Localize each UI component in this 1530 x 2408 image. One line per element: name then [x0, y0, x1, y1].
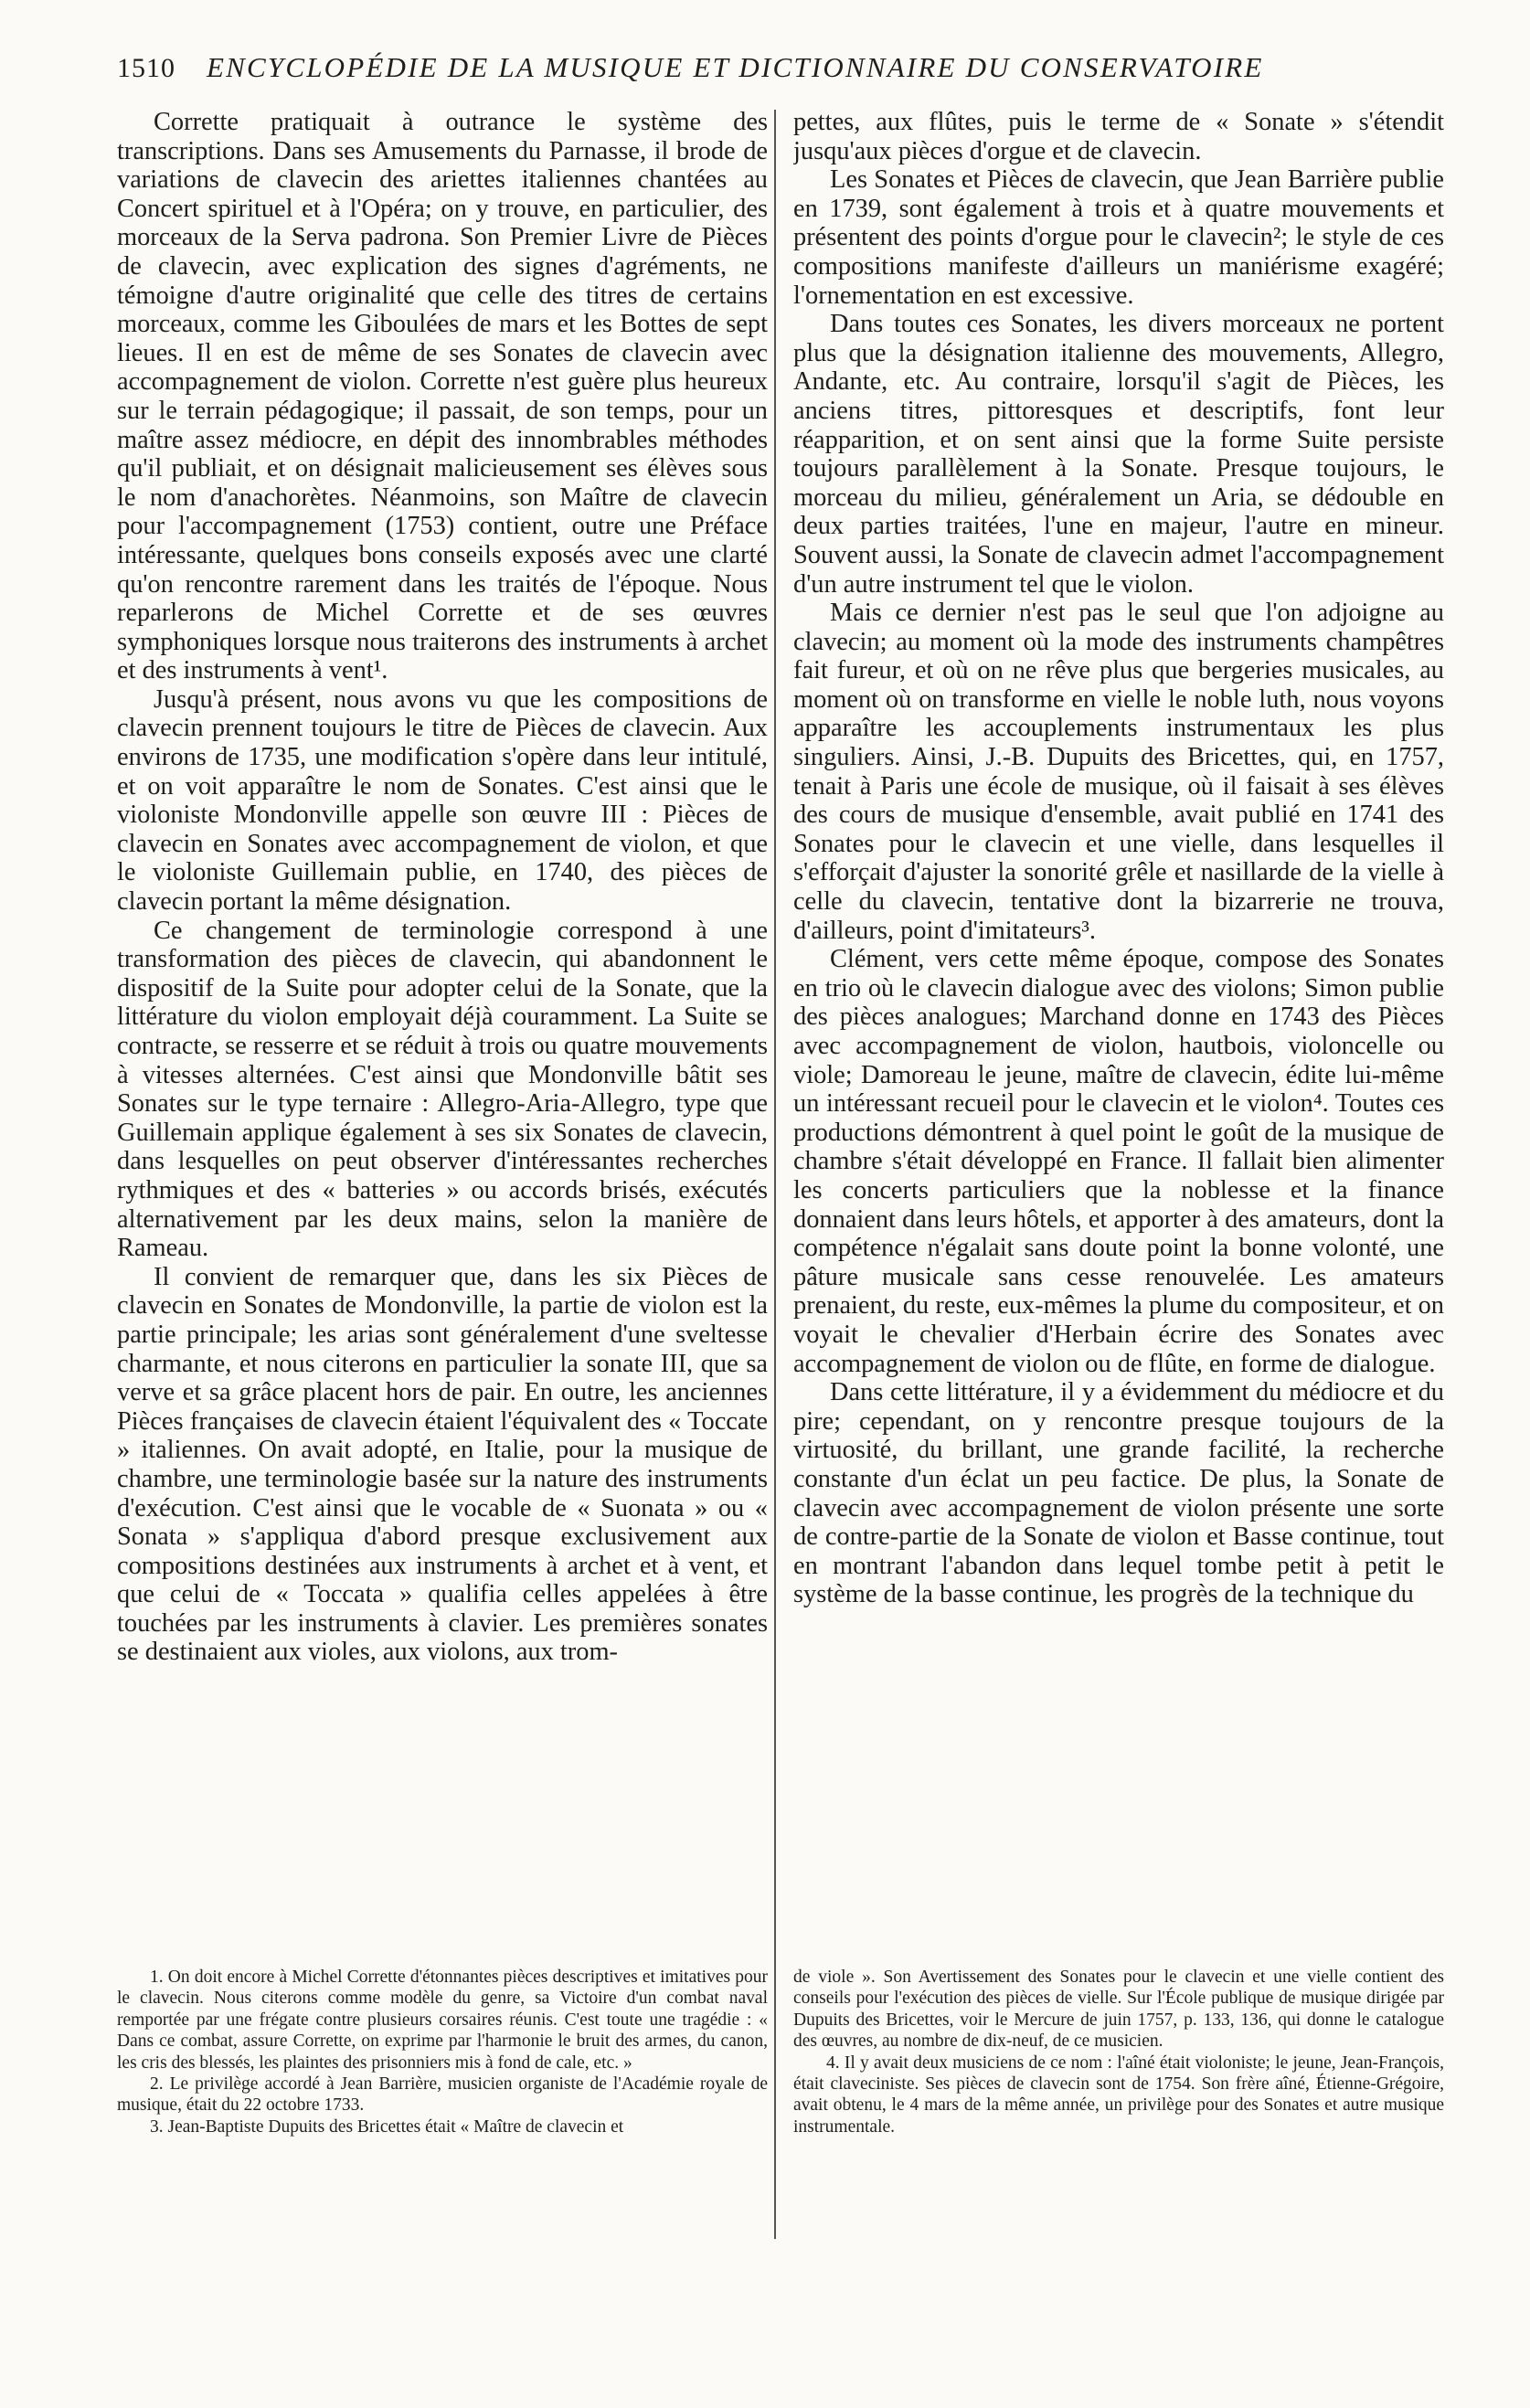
paragraph: Clément, vers cette même époque, compose des Sonates en trio où le clavecin dialogue avec des violons; Simon publie des pièces analogues; Marchand donne en 1743 des Pièces avec accompagnement de violon, hautbois, violoncelle ou viole; Damoreau le jeune, maître de clavecin, édite lui-même un intéressant recueil pour le clavecin et le violon⁴. Toutes ces productions démontrent à quel point le goût de la musique de chambre s'était développé en France. Il fallait bien alimenter les concerts particuliers que la noblesse et la finance donnaient dans leurs hôtels, et apporter à des amateurs, dont la compétence n'égalait sans doute point la bonne volonté, une pâture musicale sans cesse renouvelée. Les amateurs prenaient, du reste, eux-mêmes la plume du compositeur, et on voyait le chevalier d'Herbain écrire des Sonates avec accompagnement de violon ou de flûte, en forme de dialogue.: [793, 945, 1444, 1378]
left-column: [117, 108, 768, 2109]
right-column: [793, 108, 1444, 2109]
paragraph: Il convient de remarquer que, dans les six Pièces de clavecin en Sonates de Mondonville, la partie de violon est la partie principale; les arias sont généralement d'une sveltesse charmante, et nous citerons en particulier la sonate III, que sa verve et sa grâce placent hors de pair. En outre, les anciennes Pièces françaises de clavecin étaient l'équivalent des « Toccate » italiennes. On avait adopté, en Italie, pour la musique de chambre, une terminologie basée sur la nature des instruments d'exécution. C'est ainsi que le vocable de « Suonata » ou « Sonata » s'appliqua d'abord presque exclusivement aux compositions destinées aux instruments à archet et à vent, et que celui de « Toccata » qualifia celles appelées à être touchées par les instruments à clavier. Les premières sonates se destinaient aux violes, aux violons, aux trom-: [117, 1262, 768, 1667]
footnotes-left: [117, 1967, 768, 2268]
column-divider: [774, 110, 776, 2239]
page-number: 1510: [117, 53, 175, 83]
page-header: [117, 51, 1406, 106]
paragraph: pettes, aux flûtes, puis le terme de « Sonate » s'étendit jusqu'aux pièces d'orgue et de clavecin.: [793, 108, 1444, 165]
footnote: 3. Jean-Baptiste Dupuits des Bricettes était « Maître de clavecin et: [150, 2116, 624, 2137]
paragraph: Les Sonates et Pièces de clavecin, que Jean Barrière publie en 1739, sont également à trois et à quatre mouvements et présentent des points d'orgue pour le clavecin²; le style de ces compositions manifeste d'ailleurs un maniérisme exagéré; l'ornementation en est excessive.: [793, 165, 1444, 310]
footnote: 4. Il y avait deux musiciens de ce nom : l'aîné était violoniste; le jeune, Jean-François, était claveciniste. Ses pièces de clavecin sont de 1754. Son frère aîné, Étienne-Grégoire, avait obtenu, le 4 mars de la même année, un privilège pour des Sonates et autre musique instrumentale.: [793, 2053, 1444, 2137]
footnote: 1. On doit encore à Michel Corrette d'étonnantes pièces descriptives et imitatives pour le clavecin. Nous citerons comme modèle du genre, sa Victoire d'un combat naval remportée par une frégate contre plusieurs corsaires réunis. C'est toute une tragédie : « Dans ce combat, assure Corrette, on exprime par l'harmonie le bruit des armes, du canon, les cris des blessés, les plaintes des prisonniers mis à fond de cale, etc. »: [117, 1968, 768, 2073]
paragraph: Ce changement de terminologie correspond à une transformation des pièces de clavecin, qui abandonnent le dispositif de la Suite pour adopter celui de la Sonate, que la littérature du violon employait déjà couramment. La Suite se contracte, se resserre et se réduit à trois ou quatre mouvements à vitesses alternées. C'est ainsi que Mondonville bâtit ses Sonates sur le type ternaire : Allegro-Aria-Allegro, type que Guillemain applique également à ses six Sonates de clavecin, dans lesquelles on peut observer d'intéressantes recherches rythmiques et des « batteries » ou accords brisés, exécutés alternativement par les deux mains, selon la manière de Rameau.: [117, 916, 768, 1263]
paragraph: Dans toutes ces Sonates, les divers morceaux ne portent plus que la désignation italienne des mouvements, Allegro, Andante, etc. Au contraire, lorsqu'il s'agit de Pièces, les anciens titres, pittoresques et descriptifs, font leur réapparition, et on sent ainsi que la forme Suite persiste toujours parallèlement à la Sonate. Presque toujours, le morceau du milieu, généralement un Aria, se dédouble en deux parties traitées, l'une en majeur, l'autre en mineur. Souvent aussi, la Sonate de clavecin admet l'accompagnement d'un autre instrument tel que le violon.: [793, 310, 1444, 599]
paragraph: Jusqu'à présent, nous avons vu que les compositions de clavecin prennent toujours le titre de Pièces de clavecin. Aux environs de 1735, une modification s'opère dans leur intitulé, et on voit apparaître le nom de Sonates. C'est ainsi que le violoniste Mondonville appelle son œuvre III : Pièces de clavecin en Sonates avec accompagnement de violon, et que le violoniste Guillemain publie, en 1740, des pièces de clavecin portant la même désignation.: [117, 684, 768, 917]
running-title: ENCYCLOPÉDIE DE LA MUSIQUE ET DICTIONNAIRE DU CONSERVATOIRE: [207, 51, 1264, 83]
paragraph: Dans cette littérature, il y a évidemment du médiocre et du pire; cependant, on y rencontre presque toujours de la virtuosité, du brillant, une grande facilité, la recherche constante d'un éclat un peu factice. De plus, la Sonate de clavecin avec accompagnement de violon présente une sorte de contre-partie de la Sonate de violon et Basse continue, tout en montrant l'abandon dans lequel tombe petit à petit le système de la basse continue, les progrès de la technique du: [793, 1378, 1444, 1609]
footnotes-right: [793, 1967, 1444, 2268]
footnote: de viole ». Son Avertissement des Sonates pour le clavecin et une vielle contient des conseils pour l'exécution des pièces de vielle. Sur l'École publique de musique dirigée par Dupuits des Bricettes, voir le Mercure de juin 1757, p. 133, 136, qui donne le catalogue des œuvres, au nombre de dix-neuf, de ce musicien.: [793, 1968, 1444, 2052]
paragraph: Mais ce dernier n'est pas le seul que l'on adjoigne au clavecin; au moment où la mode des instruments champêtres fait fureur, et où on ne rêve plus que bergeries musicales, au moment où on transforme en vielle le noble luth, nous voyons apparaître les accouplements instrumentaux les plus singuliers. Ainsi, J.-B. Dupuits des Bricettes, qui, en 1757, tenait à Paris une école de musique, où il faisait à ses élèves des cours de musique d'ensemble, avait publié en 1741 des Sonates pour le clavecin et une vielle, dans lesquelles il s'efforçait d'ajuster la sonorité grêle et nasillarde de la vielle à celle du clavecin, tentative dont la bizarrerie ne trouva, d'ailleurs, point d'imitateurs³.: [793, 599, 1444, 945]
paragraph: Corrette pratiquait à outrance le système des transcriptions. Dans ses Amusements du Parnasse, il brode de variations de clavecin des ariettes italiennes chantées au Concert spirituel et à l'Opéra; on y trouve, en particulier, des morceaux de la Serva padrona. Son Premier Livre de Pièces de clavecin, avec explication des signes d'agréments, ne témoigne d'autre originalité que celle des titres de certains morceaux, comme les Giboulées de mars et les Bottes de sept lieues. Il en est de même de ses Sonates de clavecin avec accompagnement de violon. Corrette n'est guère plus heureux sur le terrain pédagogique; il passait, de son temps, pour un maître assez médiocre, en dépit des innombrables méthodes qu'il publiait, et on désignait malicieusement ses élèves sous le nom d'anachorètes. Néanmoins, son Maître de clavecin pour l'accompagnement (1753) contient, outre une Préface intéressante, quelques bons conseils exposés avec une clarté qu'on rencontre rarement dans les traités de l'époque. Nous reparlerons de Michel Corrette et de ses œuvres symphoniques lorsque nous traiterons des instruments à archet et des instruments à vent¹.: [117, 108, 768, 685]
footnote: 2. Le privilège accordé à Jean Barrière, musicien organiste de l'Académie royale de musique, était du 22 octobre 1733.: [117, 2074, 768, 2116]
